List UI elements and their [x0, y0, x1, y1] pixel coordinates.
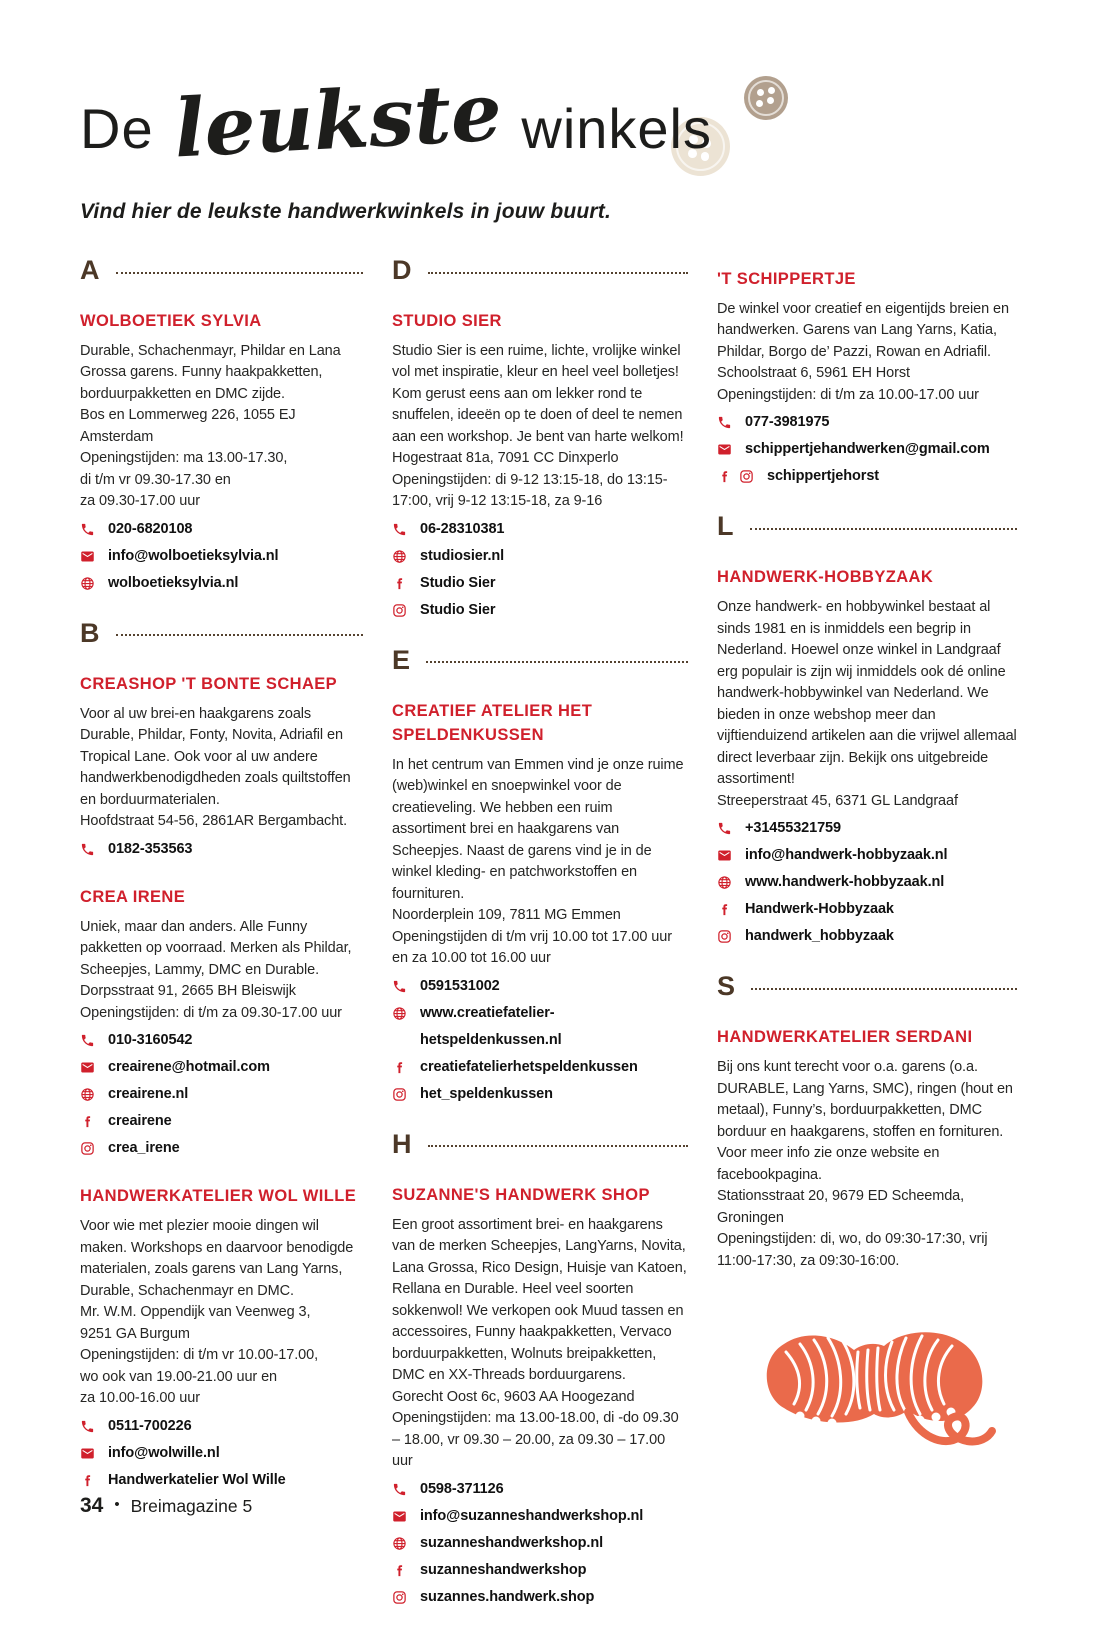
- facebook-icon: [392, 576, 407, 591]
- contact-text: het_speldenkussen: [420, 1085, 553, 1102]
- shop-contacts: [392, 1476, 688, 1611]
- shop-text-line: Voor al uw brei-en haakgarens zoals Durable, Phildar, Fonty, Novita, Adriafil en Tropical Lane. Ook voor al uw andere handwerkbenodigdheden zoals quiltstoffen en borduurmaterialen.: [80, 705, 351, 808]
- contact-row: [80, 1413, 363, 1440]
- contact-text: suzanneshandwerkshop.nl: [420, 1534, 604, 1551]
- instagram-icon: [392, 603, 407, 618]
- shop-text-line: Stationsstraat 20, 9679 ED Scheemda, Groningen: [717, 1188, 965, 1226]
- shop-listing: [717, 566, 1017, 950]
- contact-text: 020-6820108: [108, 520, 193, 537]
- button-hole: [768, 87, 775, 94]
- contact-text: crea_irene: [108, 1140, 180, 1157]
- globe-icon: [717, 875, 732, 890]
- contact-row: [80, 1467, 363, 1494]
- shop-text-line: Openingstijden: ma 13.00-18.00, di -do 09.30 – 18.00, vr 09.30 – 20.00, za 09.30 – 17.00 uur: [392, 1410, 679, 1470]
- section-header-s: [717, 973, 1017, 1000]
- contact-text: schippertjehandwerken@gmail.com: [745, 441, 990, 458]
- contact-text: creairene.nl: [108, 1086, 189, 1103]
- shop-text-line: Openingstijden: di t/m vr 10.00-17.00,: [80, 1347, 319, 1364]
- shop-text-line: Onze handwerk- en hobbywinkel bestaat al sinds 1981 en is inmiddels een begrip in Nederland. Hoewel onze winkel in Landgraaf erg populair is zijn wij inmiddels ook dé online handwerk-hobbywinkel van Nederland. We bieden in onze webshop meer dan vijftienduizend artikelen aan die vrijwel allemaal direct leverbaar zijn. Bekijk ons uitgebreide assortiment!: [717, 599, 1017, 788]
- dotted-divider: [116, 272, 364, 274]
- shop-text-line: Bos en Lommerweg 226, 1055 EJ Amsterdam: [80, 407, 296, 445]
- contact-text: 0182-353563: [108, 840, 193, 857]
- contact-row: [392, 1530, 688, 1557]
- contact-row: [392, 1000, 688, 1054]
- shop-text-line: In het centrum van Emmen vind je onze ruime (web)winkel en snoepwinkel voor de creatieveling. We hebben een ruim assortiment brei en haakgarens van Scheepjes. Naast de garens vind je in de winkel kleding- en patchworkstoffen en fournituren.: [392, 756, 684, 902]
- contact-text: studiosier.nl: [420, 547, 505, 564]
- contact-text: info@handwerk-hobbyzaak.nl: [745, 847, 948, 864]
- contact-text: 0598-371126: [420, 1480, 504, 1497]
- shop-name: CREASHOP 'T BONTE SCHAEP: [80, 674, 338, 693]
- shop-listing: [392, 310, 688, 624]
- section-letter: L: [717, 511, 734, 542]
- section-letter: B: [80, 617, 100, 648]
- section-letter: H: [392, 1128, 412, 1159]
- shop-listing: [80, 310, 363, 597]
- shop-details: [717, 597, 1017, 812]
- contact-row: [80, 836, 363, 863]
- shop-details: [80, 1216, 363, 1410]
- dotted-divider: [428, 1145, 689, 1147]
- shop-contacts: [392, 516, 688, 624]
- section-letter: D: [392, 255, 412, 285]
- shop-name: HANDWERK-HOBBYZAAK: [717, 568, 934, 587]
- shop-text-line: Hoofdstraat 54-56, 2861AR Bergambacht.: [80, 813, 348, 830]
- shop-text-line: Uniek, maar dan anders. Alle Funny pakketten op voorraad. Merken als Phildar, Scheepjes, Lammy, DMC en Durable.: [80, 918, 352, 978]
- instagram-icon: [717, 929, 732, 944]
- shop-text-line: wo ook van 19.00-21.00 uur en: [80, 1368, 278, 1385]
- shop-text-line: Openingstijden di t/m vrij 10.00 tot 17.00 uur en za 10.00 tot 16.00 uur: [392, 928, 672, 967]
- contact-row: [392, 543, 688, 570]
- contact-row: [717, 896, 1017, 923]
- contact-text: Handwerkatelier Wol Wille: [108, 1471, 286, 1488]
- contact-row: [392, 973, 688, 1000]
- section-header-e: [392, 644, 688, 675]
- shop-contacts: [392, 973, 688, 1108]
- shop-listing: [80, 886, 363, 1162]
- contact-row: [392, 1584, 688, 1611]
- phone-icon: [80, 1419, 95, 1434]
- shop-text-line: za 09.30-17.00 uur: [80, 493, 200, 510]
- shop-text-line: Voor wie met plezier mooie dingen wil maken. Workshops en daarvoor benodigde materialen, zoals garens van Lang Yarns, Durable, Schachenmayr en DMC.: [80, 1218, 354, 1299]
- globe-icon: [80, 1087, 95, 1102]
- contact-text: 0511-700226: [108, 1417, 192, 1434]
- button-hole: [767, 97, 774, 104]
- dotted-divider: [116, 634, 364, 636]
- title-word-leukste: leukste: [171, 64, 504, 176]
- phone-icon: [392, 1482, 407, 1497]
- shop-contacts: [80, 836, 363, 863]
- contact-text: wolboetieksylvia.nl: [108, 574, 239, 591]
- shop-text-line: Openingstijden: ma 13.00-17.30,: [80, 450, 288, 467]
- phone-icon: [392, 979, 407, 994]
- facebook-icon: [80, 1473, 95, 1488]
- title-word-winkels: winkels: [521, 97, 712, 160]
- contact-text: 010-3160542: [108, 1032, 193, 1049]
- shop-text-line: di t/m vr 09.30-17.30 en: [80, 471, 231, 488]
- shop-contacts: [717, 409, 1017, 490]
- contact-row: [392, 516, 688, 543]
- shop-text-line: Mr. W.M. Oppendijk van Veenweg 3,: [80, 1304, 311, 1321]
- contact-row: [80, 1081, 363, 1108]
- contact-text: Studio Sier: [420, 601, 496, 618]
- facebook-icon: [80, 1114, 95, 1129]
- contact-text: handwerk_hobbyzaak: [745, 928, 894, 945]
- contact-text: info@wolboetieksylvia.nl: [108, 547, 279, 564]
- contact-row: [80, 1054, 363, 1081]
- contact-text: Handwerk-Hobbyzaak: [745, 901, 894, 918]
- contact-text: suzannes.handwerk.shop: [420, 1588, 595, 1605]
- facebook-icon: [717, 902, 732, 917]
- shop-contacts: [80, 1413, 363, 1494]
- shop-listing: [392, 700, 688, 1108]
- phone-icon: [717, 821, 732, 836]
- shop-listing: [80, 1185, 363, 1493]
- contact-text: info@suzanneshandwerkshop.nl: [420, 1507, 644, 1524]
- email-icon: [717, 442, 732, 457]
- shop-name: CREA IRENE: [80, 887, 186, 906]
- contact-row: [717, 842, 1017, 869]
- shop-text-line: Schoolstraat 6, 5961 EH Horst: [717, 365, 910, 382]
- facebook-icon: [392, 1563, 407, 1578]
- title-word-de: De: [80, 97, 154, 160]
- yarn-skein-illustration: [758, 1316, 996, 1466]
- contact-row: [717, 463, 1017, 490]
- shop-text-line: Bij ons kunt terecht voor o.a. garens (o.a. DURABLE, Lang Yarns, SMC), ringen (hout en metaal), Funny’s, borduurpakketten, DMC borduur en haakgarens, stoffen en fornituren. Voor meer info zie onze website en facebookpagina.: [717, 1059, 1013, 1183]
- shop-contacts: [80, 1027, 363, 1162]
- shop-text-line: Openingstijden: di t/m za 10.00-17.00 uur: [717, 386, 979, 403]
- shop-details: [392, 1215, 688, 1473]
- shop-text-line: za 10.00-16.00 uur: [80, 1390, 200, 1407]
- shop-text-line: Noorderplein 109, 7811 MG Emmen: [392, 907, 621, 924]
- contact-text: 077-3981975: [745, 414, 830, 431]
- shop-text-line: Dorpsstraat 91, 2665 BH Bleiswijk: [80, 983, 296, 1000]
- page-subtitle: Vind hier de leukste handwerkwinkels in jouw buurt.: [80, 200, 612, 223]
- contact-row: [717, 869, 1017, 896]
- contact-text: www.handwerk-hobbyzaak.nl: [745, 874, 945, 891]
- facebook-icon: [717, 469, 732, 484]
- shop-listing: [392, 1184, 688, 1611]
- section-header-b: [80, 617, 363, 648]
- contact-row: [392, 1503, 688, 1530]
- shop-name: STUDIO SIER: [392, 312, 502, 330]
- shop-contacts: [80, 516, 363, 597]
- section-header-a: [80, 257, 363, 284]
- contact-text: 06-28310381: [420, 520, 505, 537]
- shop-text-line: 9251 GA Burgum: [80, 1325, 190, 1342]
- shop-details: [80, 917, 363, 1025]
- shop-name: SUZANNE'S HANDWERK SHOP: [392, 1185, 650, 1204]
- contact-text: creatiefatelierhetspeldenkussen: [420, 1058, 638, 1075]
- contact-text: +31455321759: [745, 820, 841, 837]
- instagram-icon: [392, 1087, 407, 1102]
- shop-name: CREATIEF ATELIER HET SPELDENKUSSEN: [392, 701, 593, 744]
- footer-bullet: •: [114, 1495, 120, 1513]
- shop-details: [80, 341, 363, 513]
- instagram-icon: [80, 1141, 95, 1156]
- contact-text: schippertjehorst: [767, 468, 880, 485]
- contact-row: [80, 1440, 363, 1467]
- button-ring: [748, 80, 785, 117]
- instagram-icon: [739, 469, 754, 484]
- email-icon: [80, 549, 95, 564]
- shop-text-line: Streeperstraat 45, 6371 GL Landgraaf: [717, 792, 958, 809]
- contact-text: www.creatiefatelier-hetspeldenkussen.nl: [420, 1004, 562, 1048]
- instagram-icon: [392, 1590, 407, 1605]
- shop-text-line: Een groot assortiment brei- en haakgarens van de merken Scheepjes, LangYarns, Novita, Lana Grossa, Rico Design, Huisje van Katoen, Rellana en Durable. Heel veel soorten sokkenwol! We verkopen ook Muud tassen en accessoires, Funny haakpakketten, Vervaco borduurpakketten, Wolnuts breipakketten, DMC en XX-Threads borduurgarens.: [392, 1216, 687, 1384]
- contact-row: [392, 1054, 688, 1081]
- facebook-icon: [392, 1060, 407, 1075]
- shop-text-line: Gorecht Oost 6c, 9603 AA Hoogezand: [392, 1388, 635, 1405]
- shop-name: WOLBOETIEK SYLVIA: [80, 312, 262, 330]
- contact-row: [392, 570, 688, 597]
- phone-icon: [80, 522, 95, 537]
- sewing-button-dark-icon: [744, 76, 788, 120]
- shop-details: [80, 704, 363, 833]
- contact-row: [80, 543, 363, 570]
- contact-text: info@wolwille.nl: [108, 1444, 220, 1461]
- email-icon: [717, 848, 732, 863]
- globe-icon: [392, 1536, 407, 1551]
- email-icon: [80, 1060, 95, 1075]
- contact-row: [392, 1081, 688, 1108]
- column-1: [80, 255, 363, 1517]
- section-header-h: [392, 1128, 688, 1159]
- section-letter: S: [717, 971, 736, 1002]
- contact-text: Studio Sier: [420, 574, 496, 591]
- column-3: [717, 255, 1017, 1295]
- dotted-divider: [426, 661, 688, 663]
- shop-text-line: Hogestraat 81a, 7091 CC Dinxperlo: [392, 450, 619, 467]
- shop-name: 'T SCHIPPERTJE: [717, 270, 856, 288]
- contact-row: [80, 1027, 363, 1054]
- contact-text: creairene@hotmail.com: [108, 1059, 270, 1076]
- footer-magazine-title: Breimagazine 5: [130, 1495, 253, 1516]
- shop-text-line: Durable, Schachenmayr, Phildar en Lana Grossa garens. Funny haakpakketten, borduurpakketten en DMC zijde.: [80, 342, 341, 402]
- contact-text: creairene: [108, 1113, 172, 1130]
- contact-row: [80, 1108, 363, 1135]
- shop-listing: [80, 673, 363, 863]
- shop-text-line: Openingstijden: di t/m za 09.30-17.00 uur: [80, 1004, 342, 1021]
- phone-icon: [717, 415, 732, 430]
- page-footer: [80, 1494, 252, 1518]
- section-header-d: [392, 257, 688, 284]
- dotted-divider: [750, 528, 1018, 530]
- contact-row: [717, 815, 1017, 842]
- email-icon: [392, 1509, 407, 1524]
- globe-icon: [392, 549, 407, 564]
- contact-row: [717, 409, 1017, 436]
- section-letter: E: [392, 644, 411, 675]
- column-2: [392, 255, 688, 1634]
- contact-row: [392, 1557, 688, 1584]
- shop-listing: [717, 1026, 1017, 1272]
- page-title: [80, 64, 712, 176]
- dotted-divider: [751, 988, 1017, 990]
- shop-details: [717, 1057, 1017, 1272]
- section-letter: A: [80, 255, 100, 285]
- phone-icon: [392, 522, 407, 537]
- dotted-divider: [428, 272, 689, 274]
- shop-contacts: [717, 815, 1017, 950]
- phone-icon: [80, 842, 95, 857]
- phone-icon: [80, 1033, 95, 1048]
- shop-name: HANDWERKATELIER WOL WILLE: [80, 1187, 357, 1206]
- footer-page-number: 34: [80, 1494, 104, 1517]
- contact-row: [80, 570, 363, 597]
- shop-text-line: De winkel voor creatief en eigentijds breien en handwerken. Garens van Lang Yarns, Katia, Phildar, Borgo de’ Pazzi, Rowan en Adriafil.: [717, 300, 1009, 360]
- shop-details: [392, 755, 688, 970]
- contact-row: [717, 436, 1017, 463]
- contact-row: [717, 923, 1017, 950]
- shop-details: [717, 299, 1017, 407]
- section-header-l: [717, 513, 1017, 540]
- contact-text: suzanneshandwerkshop: [420, 1561, 587, 1578]
- globe-icon: [80, 576, 95, 591]
- contact-row: [392, 1476, 688, 1503]
- shop-listing: [717, 268, 1017, 490]
- email-icon: [80, 1446, 95, 1461]
- contact-row: [392, 597, 688, 624]
- shop-details: [392, 341, 688, 513]
- contact-row: [80, 516, 363, 543]
- shop-text-line: Openingstijden: di 9-12 13:15-18, do 13:15-17:00, vrij 9-12 13:15-18, za 9-16: [392, 471, 668, 510]
- contact-row: [80, 1135, 363, 1162]
- contact-text: 0591531002: [420, 977, 500, 994]
- globe-icon: [392, 1006, 407, 1021]
- shop-name: HANDWERKATELIER SERDANI: [717, 1028, 973, 1047]
- shop-text-line: Openingstijden: di, wo, do 09:30-17:30, vrij 11:00-17:30, za 09:30-16:00.: [717, 1231, 988, 1269]
- shop-text-line: Studio Sier is een ruime, lichte, vrolijke winkel vol met inspiratie, kleur en heel veel bolletjes! Kom gerust eens aan om lekker rond te snuffelen, ideeën op te doen of deel te nemen aan een workshop. Je bent van harte welkom!: [392, 342, 684, 445]
